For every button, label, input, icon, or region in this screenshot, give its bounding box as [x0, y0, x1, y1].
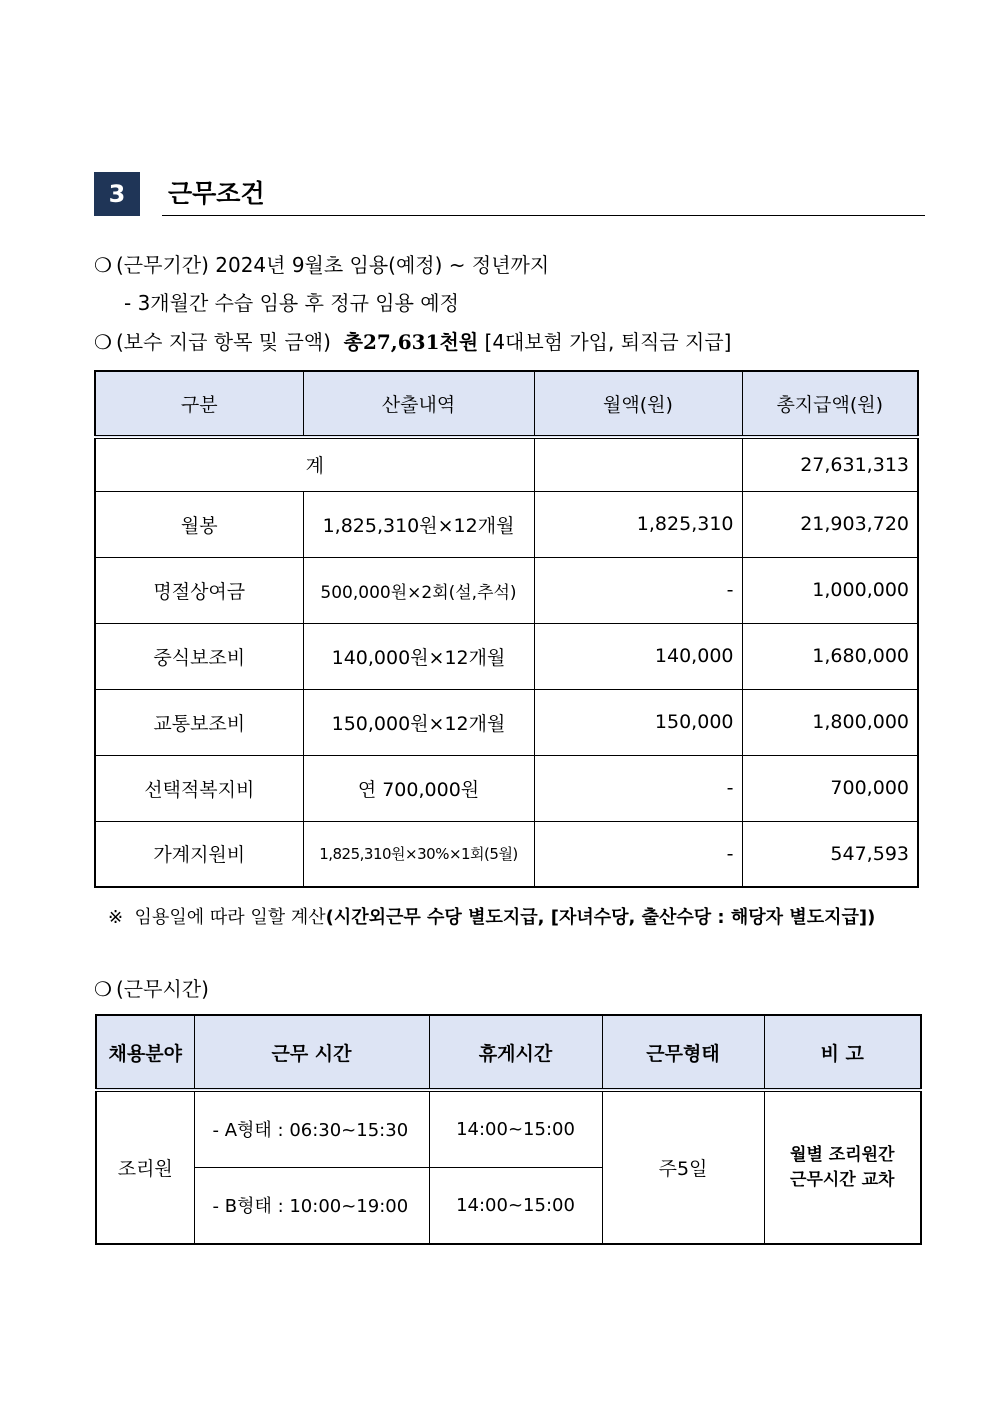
- work-time-a: - A형태 : 06:30~15:30: [194, 1090, 429, 1167]
- row-total: 1,680,000: [742, 623, 918, 689]
- table-row: [95, 821, 918, 887]
- row-total: 1,000,000: [742, 557, 918, 623]
- table-row: [95, 557, 918, 623]
- row-total: 21,903,720: [742, 491, 918, 557]
- row-calc: 150,000원×12개월: [303, 689, 534, 755]
- probation-line: - 3개월간 수습 임용 후 정규 임용 예정: [124, 291, 459, 315]
- row-item: 월봉: [95, 491, 303, 557]
- total-monthly: [534, 437, 742, 491]
- row-calc: 1,825,310원×12개월: [303, 491, 534, 557]
- header-field: 채용분야: [96, 1015, 194, 1090]
- row-total: 547,593: [742, 821, 918, 887]
- pay-table: [94, 370, 919, 888]
- pay-total-text: 총27,631천원: [343, 330, 479, 354]
- total-label: 계: [95, 437, 534, 491]
- pay-label: (보수 지급 항목 및 금액): [116, 330, 331, 354]
- header-category: 구분: [95, 371, 303, 437]
- break-time-a: 14:00~15:00: [429, 1090, 602, 1167]
- row-calc: 연 700,000원: [303, 755, 534, 821]
- circle-bullet-icon: ❍: [94, 253, 112, 277]
- pay-note-bold: (시간외근무 수당 별도지급, [자녀수당, 출산수당 : 해당자 별도지급]): [325, 907, 876, 928]
- header-monthly: 월액(원): [534, 371, 742, 437]
- row-monthly: 140,000: [534, 623, 742, 689]
- row-monthly: -: [534, 755, 742, 821]
- table-row: [95, 623, 918, 689]
- break-time-b: 14:00~15:00: [429, 1167, 602, 1244]
- work-time-b: - B형태 : 10:00~19:00: [194, 1167, 429, 1244]
- reference-mark: ※: [108, 907, 124, 928]
- total-row: [95, 437, 918, 491]
- total-amount: 27,631,313: [742, 437, 918, 491]
- header-work-type: 근무형태: [602, 1015, 764, 1090]
- field-cell: 조리원: [96, 1090, 194, 1244]
- section-title: 근무조건: [168, 179, 265, 208]
- row-item: 교통보조비: [95, 689, 303, 755]
- header-work-time: 근무 시간: [194, 1015, 429, 1090]
- row-calc: 140,000원×12개월: [303, 623, 534, 689]
- work-type-cell: 주5일: [602, 1090, 764, 1244]
- header-total: 총지급액(원): [742, 371, 918, 437]
- row-item: 가계지원비: [95, 821, 303, 887]
- row-item: 중식보조비: [95, 623, 303, 689]
- section-underline: [162, 215, 925, 216]
- table-row: [95, 491, 918, 557]
- section-number: 3: [94, 172, 140, 216]
- work-hours-line: [94, 975, 209, 1003]
- header-calculation: 산출내역: [303, 371, 534, 437]
- row-total: 1,800,000: [742, 689, 918, 755]
- header-break-time: 휴게시간: [429, 1015, 602, 1090]
- remark-line-2: 근무시간 교차: [790, 1169, 895, 1190]
- circle-bullet-icon: ❍: [94, 977, 112, 1001]
- row-item: 명절상여금: [95, 557, 303, 623]
- table-row: [95, 755, 918, 821]
- pay-note: [4대보험 가입, 퇴직금 지급]: [484, 330, 732, 354]
- hours-table-header: [96, 1015, 921, 1090]
- table-row: [95, 689, 918, 755]
- row-monthly: 150,000: [534, 689, 742, 755]
- row-item: 선택적복지비: [95, 755, 303, 821]
- pay-note-line: [108, 904, 875, 932]
- remark-cell: [764, 1090, 921, 1244]
- hours-table: [95, 1014, 922, 1245]
- pay-note-plain: 임용일에 따라 일할 계산: [134, 907, 326, 928]
- table-row: [96, 1090, 921, 1167]
- pay-table-header: [95, 371, 918, 437]
- circle-bullet-icon: ❍: [94, 330, 112, 354]
- row-monthly: 1,825,310: [534, 491, 742, 557]
- row-calc: 500,000원×2회(설,추석): [303, 557, 534, 623]
- header-remark: 비 고: [764, 1015, 921, 1090]
- row-monthly: -: [534, 821, 742, 887]
- section-heading: [94, 172, 925, 218]
- row-total: 700,000: [742, 755, 918, 821]
- work-period-text: (근무기간) 2024년 9월초 임용(예정) ~ 정년까지: [116, 253, 550, 277]
- remark-line-1: 월별 조리원간: [790, 1144, 895, 1165]
- row-monthly: -: [534, 557, 742, 623]
- row-calc: 1,825,310원×30%×1회(5월): [303, 821, 534, 887]
- pay-line: [94, 328, 731, 356]
- work-period-line: [94, 251, 549, 279]
- work-hours-label: (근무시간): [116, 977, 209, 1001]
